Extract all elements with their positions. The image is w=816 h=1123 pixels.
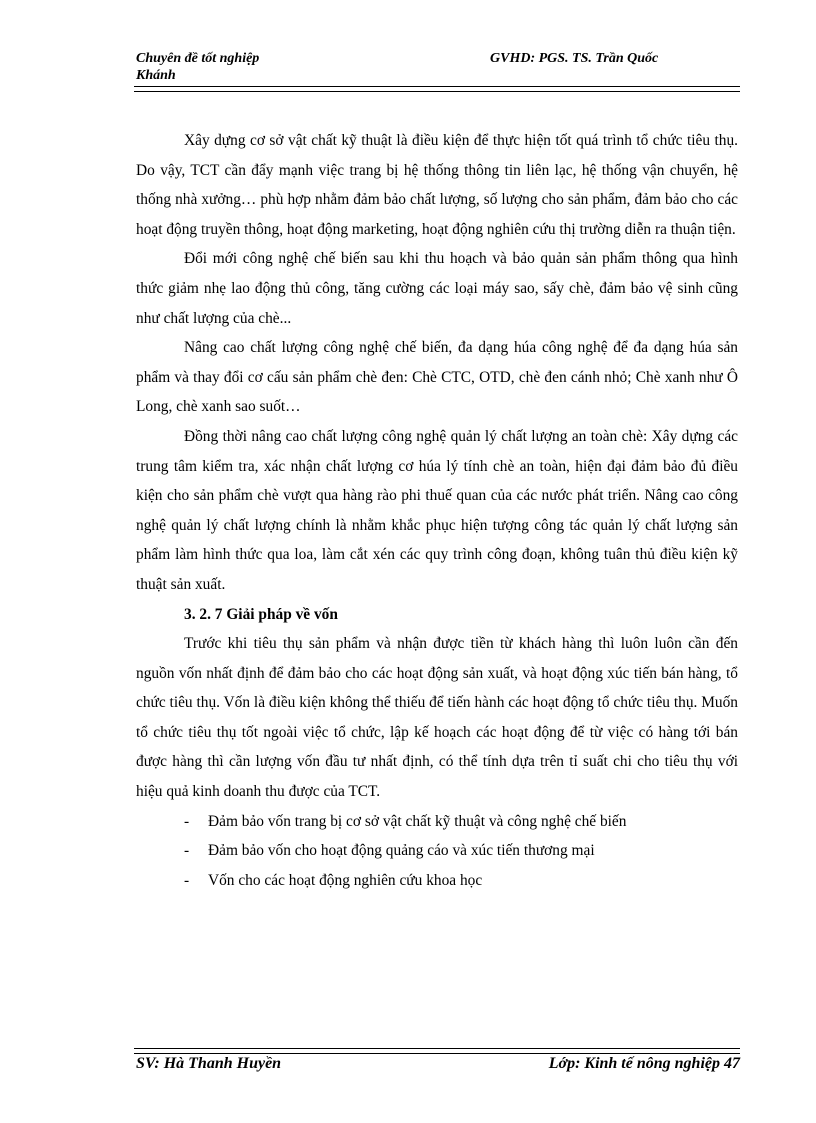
list-item-text: Đảm bảo vốn trang bị cơ sở vật chất kỹ thuật và công nghệ chế biến bbox=[208, 812, 627, 830]
list-item bbox=[136, 807, 738, 837]
paragraph: Đồng thời nâng cao chất lượng công nghệ quản lý chất lượng an toàn chè: Xây dựng các trung tâm kiểm tra, xác nhận chất lượng cơ húa lý tính chè an toàn, hiện đại đảm bảo đủ điều kiện cho sản phẩm chè vượt qua hàng rào phi thuế quan của các nước phát triển. Nâng cao công nghệ quản lý chất lượng chính là nhằm khắc phục hiện tượng công tác quản lý chất lượng sản phẩm làm hình thức qua loa, làm cắt xén các quy trình công đoạn, không tuân thủ điều kiện kỹ thuật sản xuất. bbox=[136, 427, 738, 593]
bullet-dash: - bbox=[184, 812, 190, 830]
list-item bbox=[136, 866, 738, 896]
header-title: Chuyên đề tốt nghiệp bbox=[136, 51, 260, 66]
header-rule bbox=[134, 86, 740, 92]
bullet-dash: - bbox=[184, 871, 190, 889]
paragraph: Xây dựng cơ sở vật chất kỹ thuật là điều kiện để thực hiện tốt quá trình tổ chức tiêu thụ. Do vậy, TCT cần đẩy mạnh việc trang bị hệ thống thông tin liên lạc, hệ thống vận chuyển, hệ thống nhà xưởng… phù hợp nhằm đảm bảo chất lượng, số lượng cho sản phẩm, đảm bảo cho các hoạt động truyền thông, hoạt động marketing, hoạt động nghiên cứu thị trường diễn ra thuận tiện. bbox=[136, 132, 738, 238]
footer-student: SV: Hà Thanh Huyền bbox=[136, 1055, 282, 1072]
bullet-list bbox=[136, 807, 738, 896]
page-body bbox=[136, 126, 738, 895]
paragraph: Đổi mới công nghệ chế biến sau khi thu hoạch và bảo quản sản phẩm thông qua hình thức giảm nhẹ lao động thủ công, tăng cường các loại máy sao, sấy chè, đảm bảo vệ sinh cũng như chất lượng của chè... bbox=[136, 250, 738, 327]
bullet-dash: - bbox=[184, 842, 190, 860]
section-heading: 3. 2. 7 Giải pháp về vốn bbox=[184, 605, 338, 623]
footer-class: Lớp: Kinh tế nông nghiệp 47 bbox=[548, 1055, 740, 1072]
list-item bbox=[136, 836, 738, 866]
list-item-text: Vốn cho các hoạt động nghiên cứu khoa học bbox=[208, 871, 483, 889]
header-title-continued: Khánh bbox=[136, 68, 176, 83]
list-item-text: Đảm bảo vốn cho hoạt động quảng cáo và xúc tiến thương mại bbox=[208, 842, 595, 860]
header-advisor: GVHD: PGS. TS. Trần Quốc bbox=[490, 51, 659, 66]
paragraph: Nâng cao chất lượng công nghệ chế biến, đa dạng húa công nghệ để đa dạng húa sản phẩm và thay đổi cơ cấu sản phẩm chè đen: Chè CTC, OTD, chè đen cánh nhỏ; Chè xanh như Ô Long, chè xanh sao suốt… bbox=[136, 339, 738, 416]
paragraph: Trước khi tiêu thụ sản phẩm và nhận được tiền từ khách hàng thì luôn luôn cần đến nguồn vốn nhất định để đảm bảo cho các hoạt động sản xuất, và hoạt động xúc tiến bán hàng, tổ chức tiêu thụ. Vốn là điều kiện không thể thiếu để tiến hành các hoạt động tổ chức tiêu thụ. Muốn tổ chức tiêu thụ tốt ngoài việc tổ chức, lập kế hoạch các hoạt động để từ việc có hàng tới bán được hàng thì cần lượng vốn đầu tư nhất định, có thể tính dựa trên tỉ suất chi cho tiêu thụ với hiệu quả kinh doanh thu được của TCT. bbox=[136, 635, 738, 801]
